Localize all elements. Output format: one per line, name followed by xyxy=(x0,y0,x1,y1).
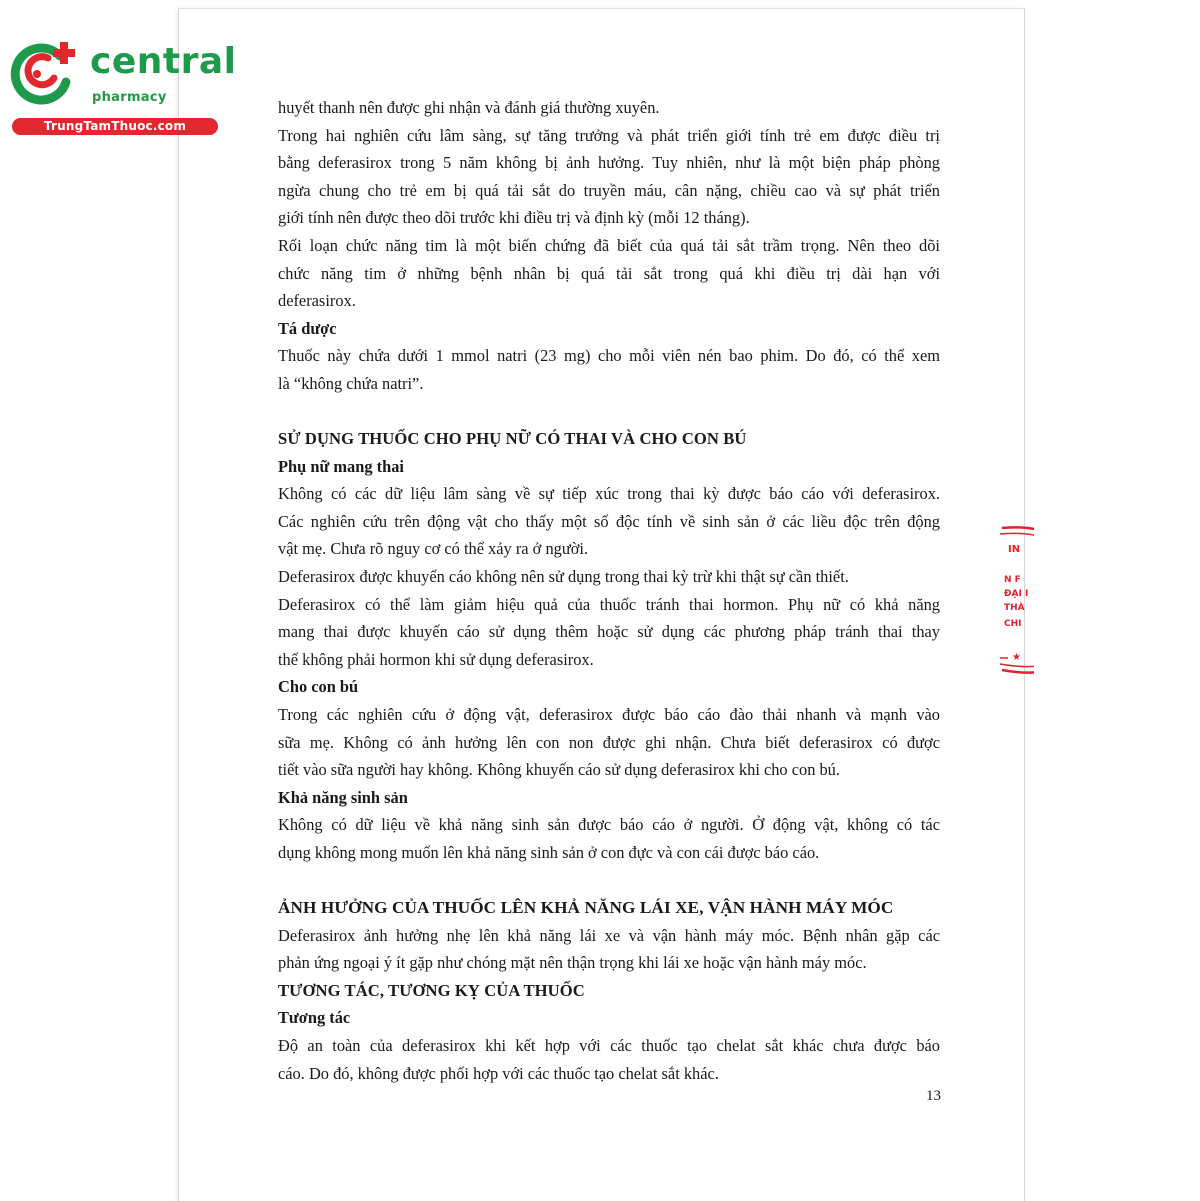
text-line: Deferasirox ảnh hưởng nhẹ lên khả năng lái xe và vận hành máy móc. Bệnh nhân gặp các xyxy=(278,925,940,945)
text-line: Thuốc này chứa dưới 1 mmol natri (23 mg) cho mỗi viên nén bao phim. Do đó, có thể xem xyxy=(278,346,940,366)
fertility-heading: Khả năng sinh sản xyxy=(278,787,408,807)
page-number: 13 xyxy=(926,1088,941,1104)
text-line: là “không chứa natri”. xyxy=(278,373,424,393)
svg-text:N F: N F xyxy=(1004,575,1021,585)
text-line: mang thai được khuyến cáo sử dụng thêm hoặc sử dụng các phương pháp tránh thai thay xyxy=(278,622,940,642)
text-line: deferasirox. xyxy=(278,291,356,311)
text-line: thế không phải hormon khi sử dụng deferasirox. xyxy=(278,649,594,669)
text-line: Không có dữ liệu về khả năng sinh sản được báo cáo ở người. Ở động vật, không có tác xyxy=(278,815,940,835)
text-line: Trong hai nghiên cứu lâm sàng, sự tăng trưởng và phát triển giới tính trẻ em được điều trị xyxy=(278,125,940,145)
intro-paragraphs xyxy=(278,94,940,398)
text-line: Độ an toàn của deferasirox khi kết hợp với các thuốc tạo chelat sắt khác chưa được báo xyxy=(278,1035,940,1055)
svg-text:THÀ: THÀ xyxy=(1004,603,1025,613)
text-line: cáo. Do đó, không được phối hợp với các thuốc tạo chelat sắt khác. xyxy=(278,1063,719,1083)
section-title-interaction: TƯƠNG TÁC, TƯƠNG KỴ CỦA THUỐC xyxy=(278,980,585,1000)
svg-text:★: ★ xyxy=(1012,652,1021,663)
text-line: Các nghiên cứu trên động vật cho thấy một số độc tính về sinh sản ở các liều độc trên động xyxy=(278,511,940,531)
pregnant-heading: Phụ nữ mang thai xyxy=(278,456,404,476)
text-line: Không có các dữ liệu lâm sàng về sự tiếp xúc trong thai kỳ được báo cáo với deferasirox. xyxy=(278,484,940,504)
text-line: giới tính nên được theo dõi trước khi điều trị và định kỳ (mỗi 12 tháng). xyxy=(278,208,750,228)
section-title-pregnancy: SỬ DỤNG THUỐC CHO PHỤ NỮ CÓ THAI VÀ CHO CON BÚ xyxy=(278,429,747,448)
text-line: ngừa chung cho trẻ em bị quá tải sắt do truyền máu, cân nặng, chiều cao và sự phát triển xyxy=(278,180,940,200)
stamp-seal xyxy=(994,522,1034,682)
driving-section xyxy=(278,894,940,1087)
text-line: sữa mẹ. Không có ảnh hưởng lên con non được ghi nhận. Chưa biết deferasirox có được xyxy=(278,732,940,752)
text-line: vật mẹ. Chưa rõ nguy cơ có thể xảy ra ở người. xyxy=(278,539,589,559)
logo-wordmark: central xyxy=(90,41,237,82)
text-line: Deferasirox có thể làm giảm hiệu quả của thuốc tránh thai hormon. Phụ nữ có khả năng xyxy=(278,594,940,614)
excipient-heading: Tá dược xyxy=(278,318,337,338)
breastfeeding-heading: Cho con bú xyxy=(278,677,359,697)
text-line: huyết thanh nên được ghi nhận và đánh giá thường xuyên. xyxy=(278,98,660,117)
official-stamp xyxy=(994,522,1034,682)
svg-text:CHI: CHI xyxy=(1004,619,1022,629)
svg-text:IN: IN xyxy=(1008,544,1021,555)
scan-margin xyxy=(0,0,178,1200)
logo-subtitle: pharmacy xyxy=(92,90,167,105)
interaction-heading: Tương tác xyxy=(278,1008,351,1028)
text-line: Rối loạn chức năng tim là một biến chứng đã biết của quá tải sắt trầm trọng. Nên theo dõi xyxy=(278,235,940,255)
pregnancy-section xyxy=(278,425,940,867)
text-line: bằng deferasirox trong 5 năm không bị ảnh hưởng. Tuy nhiên, như là một biện pháp phòng xyxy=(278,153,940,173)
text-line: tiết vào sữa người hay không. Không khuyến cáo sử dụng deferasirox khi cho con bú. xyxy=(278,760,840,780)
pharmacy-cross-icon xyxy=(8,36,84,112)
logo-website: TrungTamThuoc.com xyxy=(12,118,218,135)
svg-text:ĐẠI I: ĐẠI I xyxy=(1004,589,1029,599)
text-line: chức năng tim ở những bệnh nhân bị quá tải sắt trong quá khi điều trị dài hạn với xyxy=(278,263,940,283)
text-line: phản ứng ngoại ý ít gặp như chóng mặt nên thận trọng khi lái xe hoặc vận hành máy móc. xyxy=(278,953,867,973)
text-line: Trong các nghiên cứu ở động vật, deferasirox được báo cáo đào thải nhanh và mạnh vào xyxy=(278,704,940,724)
text-line: dụng không mong muốn lên khả năng sinh sản ở con đực và con cái được báo cáo. xyxy=(278,842,820,862)
central-pharmacy-logo xyxy=(8,36,237,136)
section-title-driving: ẢNH HƯỞNG CỦA THUỐC LÊN KHẢ NĂNG LÁI XE, VẬN HÀNH MÁY MÓC xyxy=(278,898,894,917)
text-line: Deferasirox được khuyến cáo không nên sử dụng trong thai kỳ trừ khi thật sự cần thiết. xyxy=(278,566,849,586)
